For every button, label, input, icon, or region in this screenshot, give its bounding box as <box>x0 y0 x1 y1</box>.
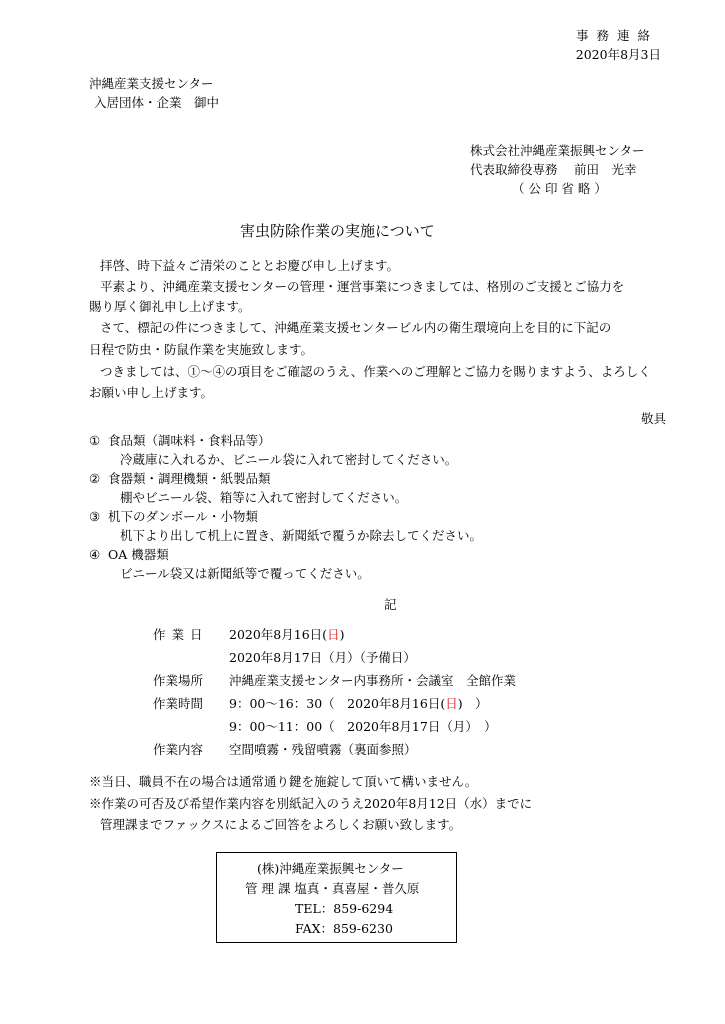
item-title: 机下のダンボール・小物類 <box>108 509 258 524</box>
body-line: お願い申し上げます。 <box>89 385 214 400</box>
closing-keigu: 敬具 <box>641 411 667 426</box>
sender-title-name: 代表取締役専務 前田 光幸 <box>470 162 637 177</box>
item-description: 棚やビニール袋、箱等に入れて密封してください。 <box>120 490 408 505</box>
schedule-time-2: 9：00～11：00（ 2020年8月17日（月） ） <box>229 719 497 734</box>
note-line: ※作業の可否及び希望作業内容を別紙記入のうえ2020年8月12日（水）までに <box>89 796 533 811</box>
note-line: 管理課までファックスによるご回答をよろしくお願い致します。 <box>100 817 462 832</box>
schedule-content: 空間噴霧・残留噴霧（裏面参照） <box>229 742 417 757</box>
body-line: 日程で防虫・防鼠作業を実施致します。 <box>89 342 314 357</box>
document-type: 事 務 連 絡 <box>576 28 652 43</box>
contact-tel: TEL：859-6294 <box>295 901 394 916</box>
document-date: 2020年8月3日 <box>575 47 661 62</box>
item-title: OA 機器類 <box>108 547 169 562</box>
sender-company: 株式会社沖縄産業振興センター <box>470 143 645 158</box>
contact-box <box>216 852 457 943</box>
body-line: さて、標記の件につきまして、沖縄産業支援センタービル内の衛生環境向上を目的に下記の <box>100 320 612 335</box>
schedule-content-label: 作業内容 <box>153 742 204 757</box>
body-line: 拝啓、時下益々ご清栄のこととお慶び申し上げます。 <box>100 258 400 273</box>
body-line: 平素より、沖縄産業支援センターの管理・運営事業につきましては、格別のご支援とご協力を <box>100 279 625 294</box>
item-title: 食品類（調味料・食料品等） <box>108 433 271 448</box>
schedule-date-label: 作 業 日 <box>153 627 204 642</box>
schedule-place-label: 作業場所 <box>153 673 204 688</box>
schedule-time-label: 作業時間 <box>153 696 204 711</box>
item-title: 食器類・調理機類・紙製品類 <box>108 471 271 486</box>
recipient-line-2: 入居団体・企業 御中 <box>94 95 220 110</box>
sunday-marker: 日 <box>445 696 458 711</box>
body-line: つきましては、①～④の項目をご確認のうえ、作業へのご理解とご協力を賜りますよう、よろしく <box>100 364 651 379</box>
contact-org: (株)沖縄産業振興センター <box>257 861 404 876</box>
recipient-line-1: 沖縄産業支援センター <box>89 76 214 91</box>
item-number: ④ <box>89 547 101 562</box>
schedule-place: 沖縄産業支援センター内事務所・会議室 全館作業 <box>229 673 517 688</box>
item-number: ② <box>89 471 101 486</box>
schedule-time-1: 9：00～16：30（ 2020年8月16日(日) ） <box>229 696 488 711</box>
item-description: ビニール袋又は新聞紙等で覆ってください。 <box>120 566 370 581</box>
body-line: 賜り厚く御礼申し上げます。 <box>89 299 251 314</box>
sunday-marker: 日 <box>327 627 340 642</box>
contact-fax: FAX：859-6230 <box>295 921 393 936</box>
schedule-date-1: 2020年8月16日(日) <box>229 627 345 642</box>
schedule-date-2: 2020年8月17日（月）（予備日） <box>229 650 416 665</box>
item-description: 冷蔵庫に入れるか、ビニール袋に入れて密封してください。 <box>120 452 458 467</box>
contact-dept: 管 理 課 塩真・真喜屋・普久原 <box>245 881 420 896</box>
item-description: 机下より出して机上に置き、新聞紙で覆うか除去してください。 <box>120 528 483 543</box>
ki-heading: 記 <box>384 597 397 612</box>
sender-seal-note: （ 公 印 省 略 ） <box>512 181 607 196</box>
item-number: ① <box>89 433 101 448</box>
document-title: 害虫防除作業の実施について <box>240 222 435 240</box>
item-number: ③ <box>89 509 101 524</box>
note-line: ※当日、職員不在の場合は通常通り鍵を施錠して頂いて構いません。 <box>89 774 478 789</box>
